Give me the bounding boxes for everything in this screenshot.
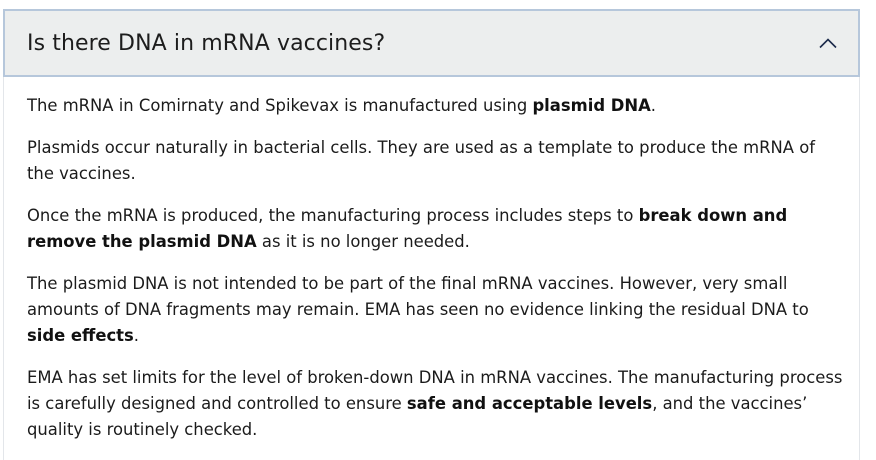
text-span: Plasmids occur naturally in bacterial cells. They are used as a template to produce the mRNA of the vaccines. <box>27 138 816 183</box>
accordion-header[interactable] <box>3 9 860 77</box>
text-span: The plasmid DNA is not intended to be part of the final mRNA vaccines. However, very small amounts of DNA fragments may remain. EMA has seen no evidence linking the residual DNA to <box>27 274 809 319</box>
bold-term: plasmid DNA <box>532 96 651 115</box>
accordion-content <box>27 93 847 459</box>
chevron-up-icon <box>818 37 838 49</box>
text-span: , and the vaccines’ quality is routinely checked. <box>27 394 808 439</box>
paragraph-manufacturing <box>27 203 847 255</box>
text-span: as it is no longer needed. <box>256 232 470 251</box>
accordion-title: Is there DNA in mRNA vaccines? <box>27 30 386 56</box>
collapse-toggle-button[interactable] <box>808 23 848 63</box>
bold-term: break down and remove the plasmid DNA <box>27 206 788 251</box>
faq-accordion <box>3 9 860 460</box>
bold-term: side effects <box>27 326 134 345</box>
paragraph-residual-dna <box>27 271 847 349</box>
text-span: Once the mRNA is produced, the manufacturing process includes steps to <box>27 206 639 225</box>
bold-term: safe and acceptable levels <box>406 394 653 413</box>
text-span: The mRNA in Comirnaty and Spikevax is manufactured using <box>27 96 533 115</box>
paragraph-plasmids <box>27 135 847 187</box>
paragraph-ema-limits <box>27 365 847 443</box>
text-span: . <box>650 96 656 115</box>
text-span: . <box>133 326 139 345</box>
paragraph-plasmid-dna <box>27 93 847 119</box>
text-span: EMA has set limits for the level of broken-down DNA in mRNA vaccines. The manufacturing process is carefully designed and controlled to ensure <box>27 368 843 413</box>
